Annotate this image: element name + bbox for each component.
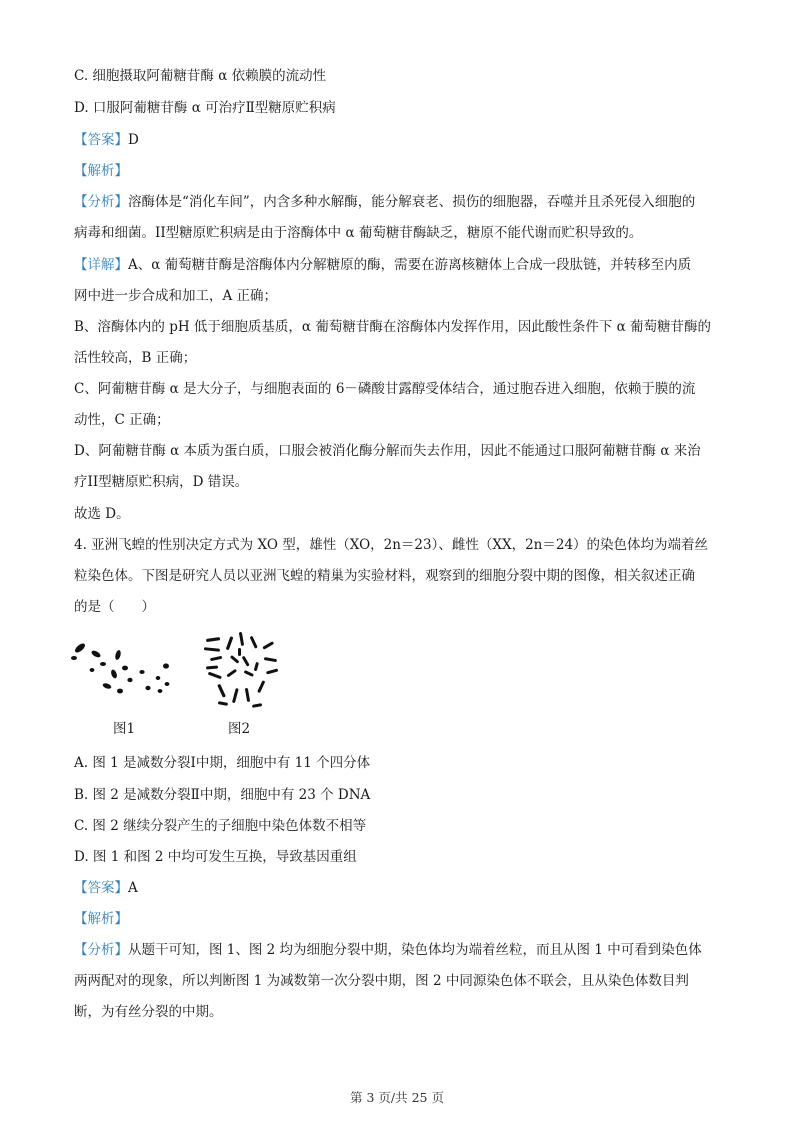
- q3-option-d: D. 口服阿葡糖苷酶 α 可治疗Ⅱ型糖原贮积病: [74, 100, 336, 116]
- q3-xiangjie-line-3: B、溶酶体内的 pH 低于细胞质基质，α 葡萄糖苷酶在溶酶体内发挥作用，因此酸性条件下 α 葡萄糖苷酶的: [74, 319, 712, 335]
- q3-xiangjie-line-8: 疗II型糖原贮积病，D 错误。: [74, 474, 249, 490]
- page-footer: 第 3 页/共 25 页: [350, 1090, 444, 1105]
- q3-option-c: C. 细胞摄取阿葡糖苷酶 α 依赖膜的流动性: [74, 68, 327, 84]
- q4-stem-line-1: 4. 亚洲飞蝗的性别决定方式为 XO 型，雄性（XO，2n＝23）、雌性（XX，2n＝24）的染色体均为端着丝: [74, 537, 709, 553]
- q4-option-b: B. 图 2 是减数分裂Ⅱ中期，细胞中有 23 个 DNA: [74, 787, 371, 803]
- q4-answer: [74, 879, 734, 897]
- q4-option-d: D. 图 1 和图 2 中均可发生互换，导致基因重组: [74, 849, 357, 865]
- xiangjie-label: 【详解】: [74, 257, 128, 273]
- q4-fenxi-line-1: 【分析】从题干可知，图 1、图 2 均为细胞分裂中期，染色体均为端着丝粒，而且从图 1 中可看到染色体: [74, 942, 702, 958]
- figure-2-caption: 图2: [228, 721, 251, 737]
- answer-label: 【答案】: [74, 132, 128, 148]
- q3-xiangjie-line-5: C、阿葡糖苷酶 α 是大分子，与细胞表面的 6－磷酸甘露醇受体结合，通过胞吞进入细胞，依赖于膜的流: [74, 381, 696, 397]
- q3-fenxi-line-2: 病毒和细菌。II型糖原贮积病是由于溶酶体中 α 葡萄糖苷酶缺乏，糖原不能代谢而贮积导致的。: [74, 225, 643, 241]
- q4-option-a: A. 图 1 是减数分裂Ⅰ中期，细胞中有 11 个四分体: [74, 755, 371, 771]
- fenxi-label: 【分析】: [74, 942, 128, 958]
- q3-xiangjie-line-7: D、阿葡糖苷酶 α 本质为蛋白质，口服会被消化酶分解而失去作用，因此不能通过口服阿葡糖苷酶 α 来治: [74, 443, 701, 459]
- figure-1-caption: 图1: [113, 721, 136, 737]
- q3-xiangjie-line-2: 网中进一步合成和加工，A 正确；: [74, 288, 278, 304]
- figure-1-chromosomes: [70, 628, 180, 708]
- answer-value: A: [128, 880, 138, 896]
- answer-label: 【答案】: [74, 880, 128, 896]
- q3-answer: [74, 131, 734, 149]
- fenxi-label: 【分析】: [74, 194, 128, 210]
- q3-conclusion: 故选 D。: [74, 506, 130, 522]
- q3-xiangjie-line-6: 动性，C 正确；: [74, 412, 170, 428]
- q3-xiangjie-line-4: 活性较高，B 正确；: [74, 350, 197, 366]
- q4-fenxi-line-2: 两两配对的现象，所以判断图 1 为减数第一次分裂中期，图 2 中同源染色体不联会，且从染色体数目判: [74, 973, 689, 989]
- q4-option-c: C. 图 2 继续分裂产生的子细胞中染色体数不相等: [74, 818, 367, 834]
- q4-analysis-label: 【解析】: [74, 911, 128, 927]
- q4-stem-line-2: 粒染色体。下图是研究人员以亚洲飞蝗的精巢为实验材料，观察到的细胞分裂中期的图像，相关叙述正确: [74, 568, 695, 584]
- answer-value: D: [128, 132, 139, 148]
- q4-fenxi-line-3: 断，为有丝分裂的中期。: [74, 1004, 223, 1020]
- q3-xiangjie-line-1: 【详解】A、α 葡萄糖苷酶是溶酶体内分解糖原的酶，需要在游离核糖体上合成一段肽链，并转移至内质: [74, 257, 692, 273]
- q3-fenxi-line-1: 【分析】溶酶体是“消化车间”，内含多种水解酶，能分解衰老、损伤的细胞器，吞噬并且杀死侵入细胞的: [74, 194, 696, 210]
- q3-analysis-label: 【解析】: [74, 163, 128, 179]
- q4-stem-line-3: 的是（ ）: [74, 599, 155, 615]
- figure-2-chromosomes: [200, 628, 286, 718]
